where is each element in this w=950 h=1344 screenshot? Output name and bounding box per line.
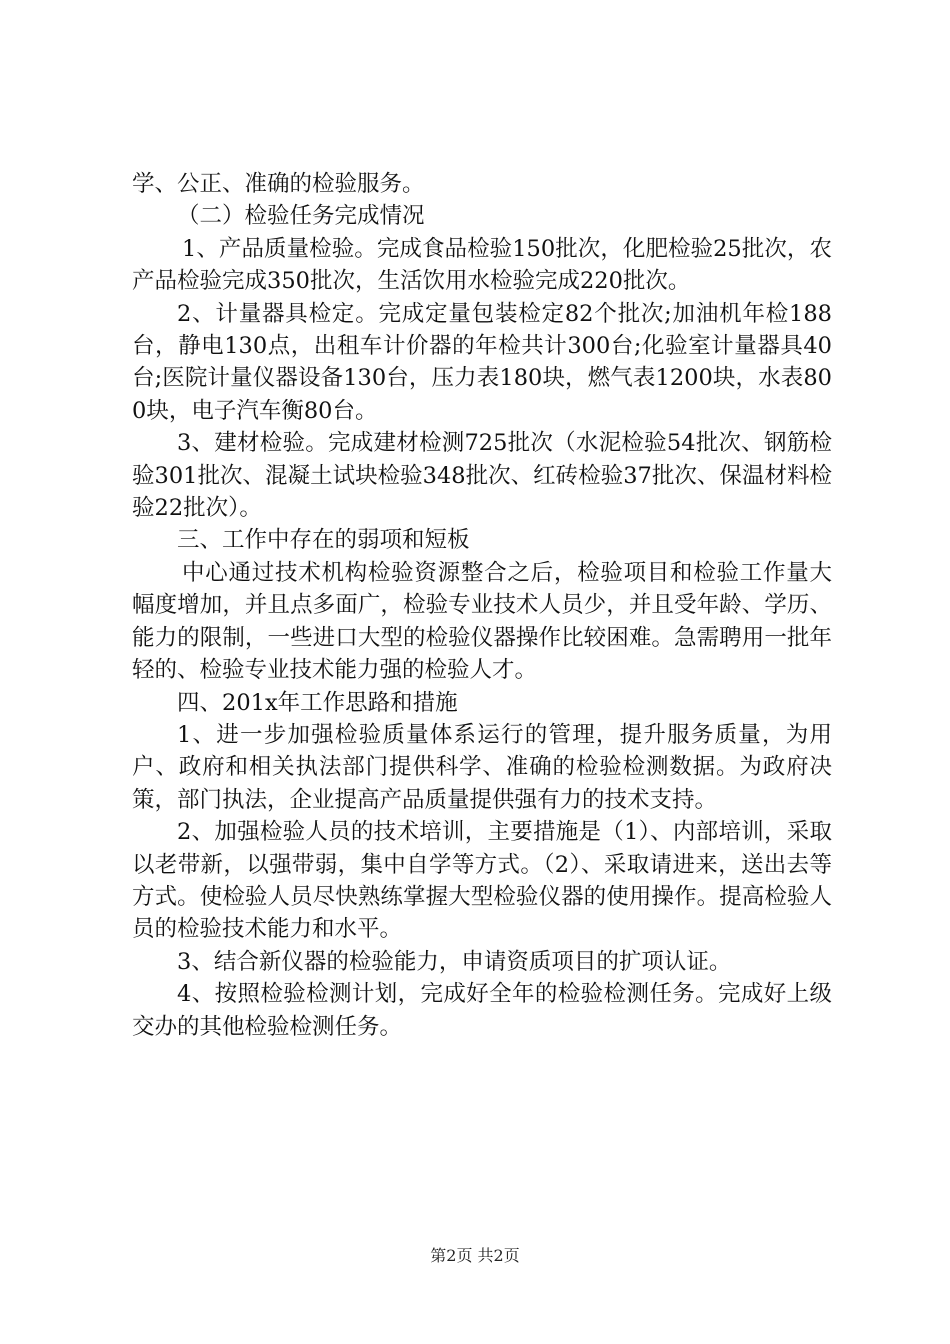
paragraph-building-materials: 3、建材检验。完成建材检测725批次（水泥检验54批次、钢筋检验301批次、混凝土试块检验348批次、红砖检验37批次、保温材料检验22批次）。 bbox=[132, 430, 832, 522]
paragraph-plan-quality: 1、进一步加强检验质量体系运行的管理，提升服务质量，为用户、政府和相关执法部门提供科学、准确的检验检测数据。为政府决策，部门执法，企业提高产品质量提供强有力的技术支持。 bbox=[132, 721, 832, 813]
paragraph-plan-tasks: 4、按照检验检测计划，完成好全年的检验检测任务。完成好上级交办的其他检验检测任务。 bbox=[132, 981, 832, 1040]
heading-weaknesses: 三、工作中存在的弱项和短板 bbox=[177, 527, 470, 554]
paragraph-service-summary: 学、公正、准确的检验服务。 bbox=[132, 171, 425, 197]
paragraph-plan-training: 2、加强检验人员的技术培训，主要措施是（1）、内部培训，采取以老带新，以强带弱，集中自学等方式。（2）、采取请进来，送出去等方式。使检验人员尽快熟练掌握大型检验仪器的使用操作。提高检验人员的检验技术能力和水平。 bbox=[132, 819, 832, 943]
paragraph-metering-verification: 2、计量器具检定。完成定量包装检定82个批次;加油机年检188台，静电130点，出租车计价器的年检共计300台;化验室计量器具40台;医院计量仪器设备130台，压力表180块，燃气表1200块，水表800块，电子汽车衡80台。 bbox=[132, 300, 832, 424]
paragraph-product-inspection: 1、产品质量检验。完成食品检验150批次，化肥检验25批次，农产品检验完成350批次，生活饮用水检验完成220批次。 bbox=[132, 235, 832, 295]
document-body bbox=[132, 168, 832, 1043]
heading-work-plan: 四、201x年工作思路和措施 bbox=[177, 689, 458, 716]
paragraph-weaknesses: 中心通过技术机构检验资源整合之后，检验项目和检验工作量大幅度增加，并且点多面广，检验专业技术人员少，并且受年龄、学历、能力的限制，一些进口大型的检验仪器操作比较困难。急需聘用一批年轻的、检验专业技术能力强的检验人才。 bbox=[132, 559, 832, 684]
heading-task-completion: （二）检验任务完成情况 bbox=[177, 203, 425, 230]
paragraph-plan-certification: 3、结合新仪器的检验能力，申请资质项目的扩项认证。 bbox=[177, 948, 732, 975]
page-number: 第2页 共2页 bbox=[430, 1246, 520, 1265]
